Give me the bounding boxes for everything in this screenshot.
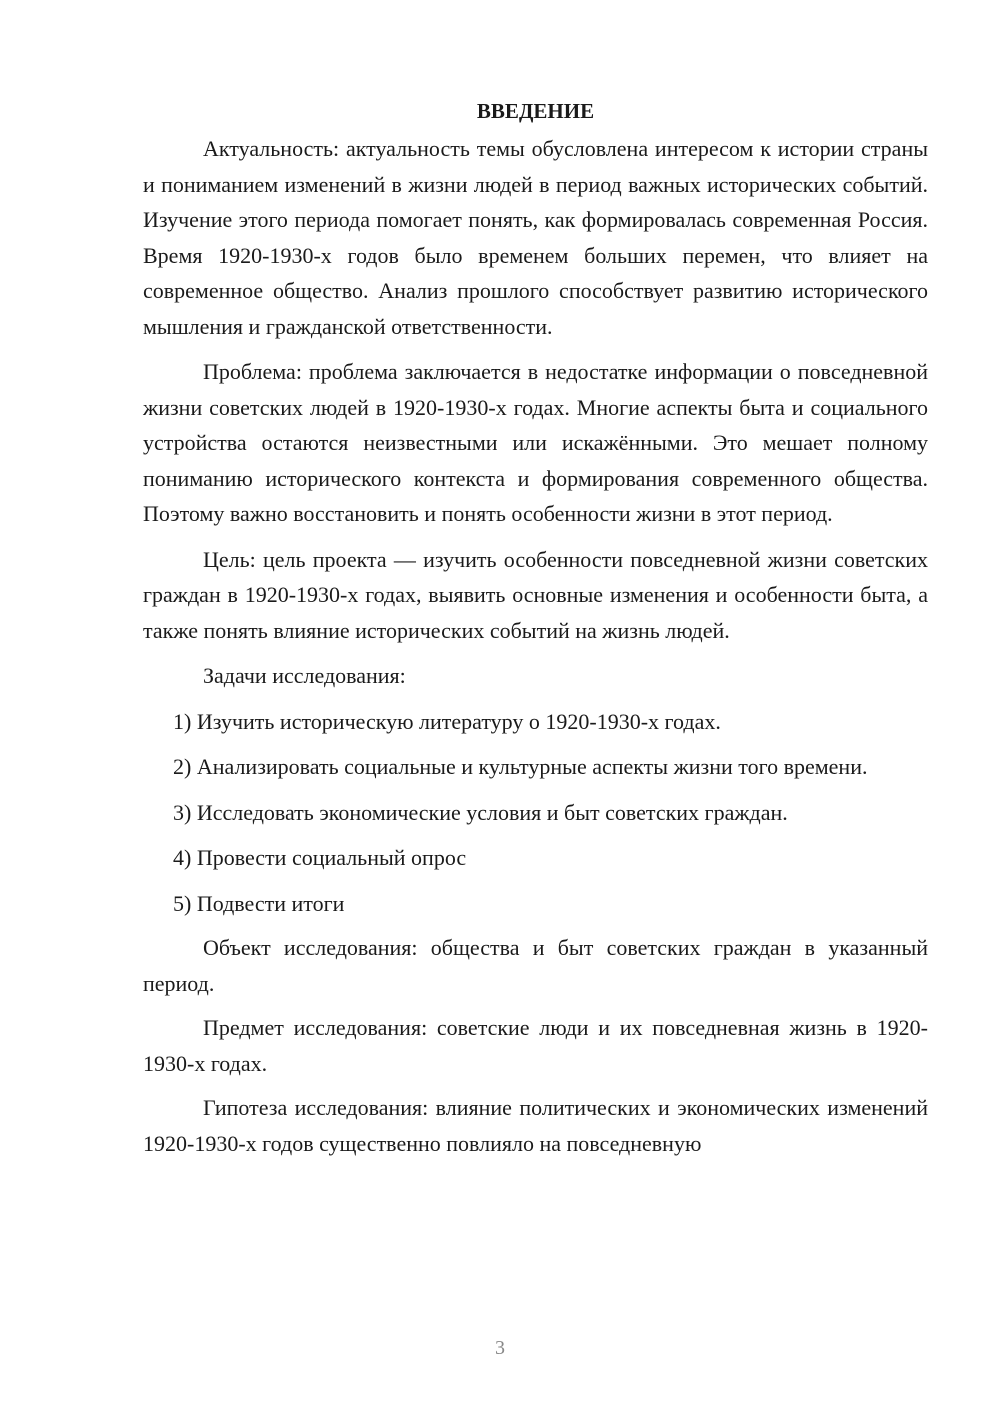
task-item-1: 1) Изучить историческую литературу о 1920-1930-х годах. xyxy=(173,708,721,734)
relevance-paragraph: Актуальность: актуальность темы обусловлена интересом к истории страны и пониманием изменений в жизни людей в период важных исторических событий. Изучение этого периода помогает понять, как формировалась современная Россия. Время 1920-1930-х годов было временем больших перемен, что влияет на современное общество. Анализ прошлого способствует развитию исторического мышления и гражданской ответственности. xyxy=(143,136,928,339)
page-number: 3 xyxy=(495,1337,505,1359)
object-paragraph: Объект исследования: общества и быт советских граждан в указанный период. xyxy=(143,935,928,996)
subject-paragraph: Предмет исследования: советские люди и их повседневная жизнь в 1920-1930-х годах. xyxy=(143,1015,928,1076)
problem-paragraph: Проблема: проблема заключается в недостатке информации о повседневной жизни советских людей в 1920-1930-х годах. Многие аспекты быта и социального устройства остаются неизвестными или искажёнными. Это мешает полному пониманию исторического контекста и формирования современного общества. Поэтому важно восстановить и понять особенности жизни в этот период. xyxy=(143,359,928,526)
goal-paragraph: Цель: цель проекта — изучить особенности повседневной жизни советских граждан в 1920-1930-х годах, выявить основные изменения и особенности быта, а также понять влияние исторических событий на жизнь людей. xyxy=(143,546,928,643)
task-item-2: 2) Анализировать социальные и культурные аспекты жизни того времени. xyxy=(173,754,868,779)
hypothesis-paragraph: Гипотеза исследования: влияние политических и экономических изменений 1920-1930-х годов существенно повлияло на повседневную xyxy=(143,1095,928,1156)
task-item-3: 3) Исследовать экономические условия и быт советских граждан. xyxy=(173,799,788,825)
task-item-4: 4) Провести социальный опрос xyxy=(173,845,467,870)
tasks-heading: Задачи исследования: xyxy=(203,663,406,688)
page-content xyxy=(143,96,928,1161)
task-item-5: 5) Подвести итоги xyxy=(173,890,345,916)
page-title: ВВЕДЕНИЕ xyxy=(476,99,595,123)
